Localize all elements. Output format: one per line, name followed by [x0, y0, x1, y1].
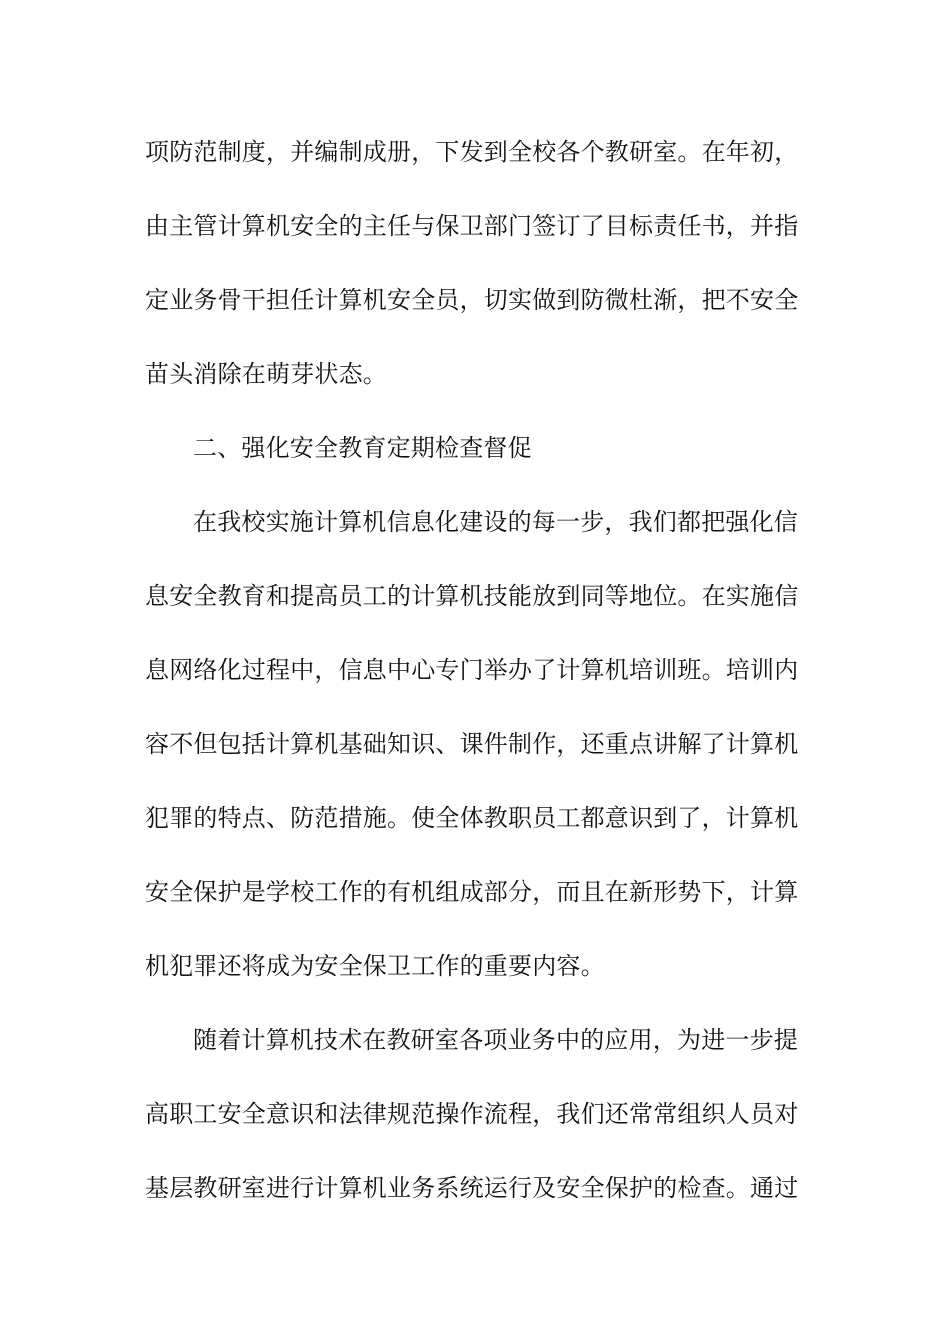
text-line: 苗头消除在萌芽状态。	[145, 360, 387, 388]
text-line: 由主管计算机安全的主任与保卫部门签订了目标责任书，并指	[145, 212, 799, 240]
text-line: 容不但包括计算机基础知识、课件制作，还重点讲解了计算机	[145, 730, 799, 758]
text-line: 机犯罪还将成为安全保卫工作的重要内容。	[145, 952, 605, 980]
text-line: 安全保护是学校工作的有机组成部分，而且在新形势下，计算	[145, 878, 799, 906]
text-line: 基层教研室进行计算机业务系统运行及安全保护的检查。通过	[145, 1174, 799, 1202]
text-line: 在我校实施计算机信息化建设的每一步，我们都把强化信	[193, 508, 798, 536]
text-line: 息网络化过程中，信息中心专门举办了计算机培训班。培训内	[145, 656, 799, 684]
text-line: 息安全教育和提高员工的计算机技能放到同等地位。在实施信	[145, 582, 799, 610]
text-line: 定业务骨干担任计算机安全员，切实做到防微杜渐，把不安全	[145, 286, 799, 314]
text-line: 高职工安全意识和法律规范操作流程，我们还常常组织人员对	[145, 1100, 799, 1128]
section-heading: 二、强化安全教育定期检查督促	[193, 434, 532, 462]
text-line: 随着计算机技术在教研室各项业务中的应用，为进一步提	[193, 1026, 798, 1054]
text-line: 犯罪的特点、防范措施。使全体教职员工都意识到了，计算机	[145, 804, 799, 832]
text-line: 项防范制度，并编制成册，下发到全校各个教研室。在年初，	[145, 138, 799, 166]
